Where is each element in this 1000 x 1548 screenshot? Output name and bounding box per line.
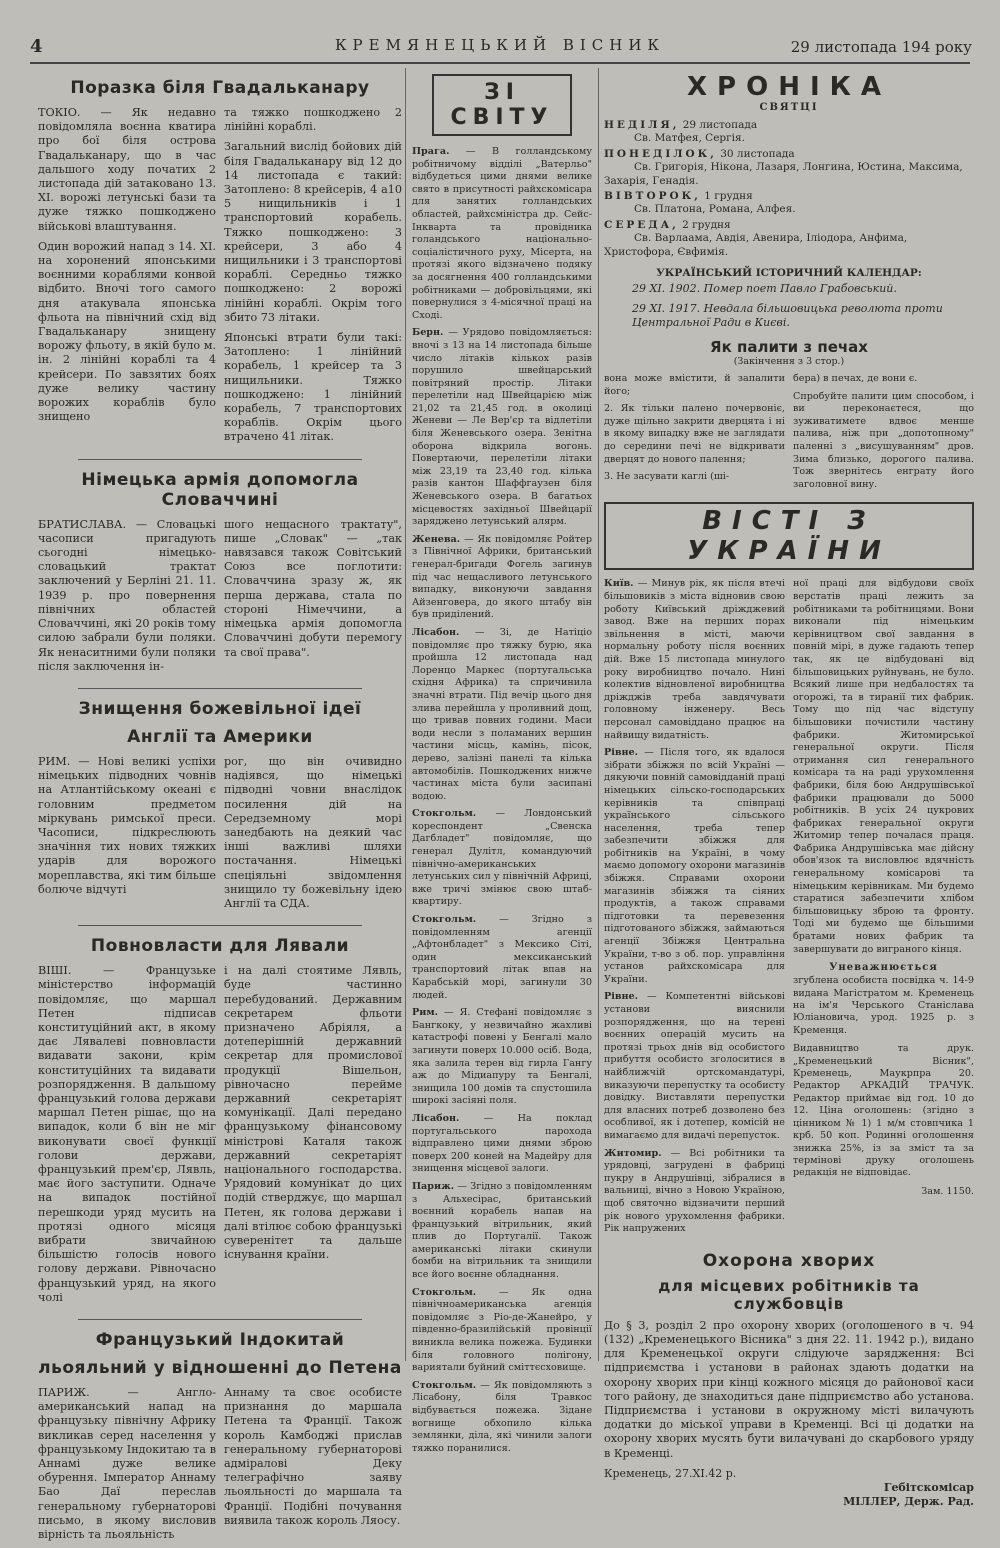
news-text: — Минув рік, як після втечі більшовиків з міста відновив свою роботу Київський дріжджевий завод. Вже на перших порах звільнення в місті, маючи нормальну роботу після воєнних дій. Вже 15 листопада минулого року виробництво почало. Нині колектив відновленої виробництва дріжджів треба завдячувати головному інженеру. Весь персонал самовіддано працює на найвищу видатність. <box>604 578 785 741</box>
article-body <box>38 1386 402 1548</box>
article-subtitle: льояльний у відношенні до Петена <box>38 1358 402 1379</box>
day-name: НЕДІЛЯ, <box>604 119 680 131</box>
news-item <box>412 1181 592 1282</box>
notice-title: Уневажнюється <box>829 962 938 974</box>
page-header <box>28 36 972 60</box>
day-name: ВІВТОРОК, <box>604 190 701 203</box>
news-location: Лісабон. <box>412 626 460 638</box>
saints-schedule <box>604 119 974 259</box>
paragraph: бера) в печах, де вони є. <box>793 373 918 385</box>
day-name: СЕРЕДА, <box>604 218 679 231</box>
article-title: Німецька армія допомогла Словаччині <box>81 469 359 510</box>
news-text: — Після того, як вдалося зібрати збіжжя по всій Україні — дякуючи повній самовідданій праці німецьких сільско-господарських керівників та співпраці українського сільського населення, треба тепер забезпечити збіжжя для робітників на Україні, в чому маємо допомогу охорони магазинів збіжжя. Справами охорони магазинів збіжжя та сіяних продуктів, а також справами підготовки та перевезення підготованого збіжжя, займаються агенції Збіжжя Центральна України, т-во з об. пор. управління установ райхскомісара для України. <box>604 747 785 985</box>
column-divider <box>405 68 406 1361</box>
paragraph: вона може вмістити, й запалити його; <box>604 373 785 397</box>
news-location: Стокгольм. <box>412 914 477 926</box>
news-location: Рівне. <box>604 747 638 759</box>
newspaper-name: КРЕМЯНЕЦЬКИЙ ВІСНИК <box>334 36 666 54</box>
article-subtitle: (Закінчення з 3 стор.) <box>733 356 845 368</box>
news-location: Париж. <box>412 1180 455 1192</box>
article-body <box>38 518 402 680</box>
news-text: — Як одна північноамериканська агенція повідомляє з Ріо-де-Жанейро, у південно-бразилійській провінції виникла велика пожежа. Будинки біля головного полігону, вариятали буйний сміттєсховище. <box>412 1286 592 1374</box>
place-date: Кременець, 27.XI.42 р. <box>604 1466 737 1480</box>
paragraph: рог, що він очивидно надіявся, що німецькі підводні човни внаслідок посилення дій на Середземному морі занедбають на деякий час інші важливі шляхи постачання. Німецькі спеціяльні звідомлення знищило ту божевільну ідею Англії та СДА. <box>224 754 402 910</box>
chronicle-subtitle: СВЯТЦІ <box>759 102 819 113</box>
section-title-box: ЗІ СВІТУ <box>432 74 572 136</box>
day-saints: Св. Григорія, Нікона, Лазаря, Лонгина, Юстина, Максима, Захарія, Генадія. <box>604 161 963 187</box>
news-item <box>604 578 785 742</box>
news-location: Берн. <box>412 327 444 339</box>
schedule-day <box>604 119 974 146</box>
paragraph: ТОКІО. — Як недавно повідомляла воєнна кватира про бої біля острова Гвадальканару, що в час дальшого ходу початих 2 листопада дій затаковано 13. XI. ворожі летунські бази та дуже тяжко пошкоджено військові влаштування. <box>38 106 216 233</box>
article-title: Знищення божевільної ідеї <box>78 698 362 719</box>
signer-name: МІЛЛЕР, Держ. Рад. <box>843 1494 974 1508</box>
right-column <box>604 68 974 1508</box>
article-title: Охорона хворих <box>702 1250 876 1271</box>
news-location: Рим. <box>412 1007 439 1019</box>
left-column <box>38 68 402 1542</box>
news-text: — На поклад португальського парохода відправлено цими днями зброю поверх 200 коней на Мадейру для знищення місцевої залоги. <box>412 1112 592 1175</box>
order-number: Зам. 1150. <box>921 1185 974 1197</box>
section-title-box: ВІСТІ З УКРАЇНИ <box>604 502 974 570</box>
article-body <box>38 964 402 1311</box>
divider <box>78 688 362 689</box>
article-title: Повновласти для Лявали <box>90 936 350 957</box>
news-item <box>412 1380 592 1456</box>
world-news-column <box>412 68 592 1454</box>
day-saints: Св. Платона, Романа, Алфея. <box>634 203 796 216</box>
paragraph: БРАТИСЛАВА. — Словацькі часописи пригадують сьогодні німецько-словацький трактат заключений у Берліні 21. 11. 1939 р. про повернення північних областей Словаччині, які 20 років тому силою забрали були поляки. Як ненаситними були поляки після заключення ін- <box>38 517 216 673</box>
news-item <box>412 146 592 322</box>
paragraph: 2. Як тільки палено почервоніє, дуже щільно закрити дверцята і ні в якому випадку вже не заглядати до середини печі не відкривати дверцят до нового палення; <box>604 403 785 465</box>
schedule-day <box>604 190 974 217</box>
news-location: Стокгольм. <box>412 1379 477 1391</box>
day-date: 1 грудня <box>704 190 753 203</box>
ukraine-news-list <box>604 578 785 1240</box>
day-name: ПОНЕДІЛОК, <box>604 147 717 160</box>
paragraph: Загальний вислід бойових дій біля Гвадальканару від 12 до 14 листопада є такий: Затоплено: 8 крейсерів, 4 а10 5 нищильників і 1 транспортовий корабель. Тяжко пошкоджено: 3 крейсери, 3 або 4 нищильники і 3 транспортові кораблі. Середньо тяжко пошкоджено: 2 ворожі лінійні кораблі. Окрім того збито 73 літаки. <box>224 140 402 324</box>
header-rule <box>30 62 970 64</box>
news-item <box>604 747 785 986</box>
article-title: Французький Індокитай <box>95 1330 345 1351</box>
article-body <box>38 755 402 917</box>
news-location: Рівне. <box>604 991 638 1003</box>
news-location: Лісабон. <box>412 1112 460 1124</box>
paragraph: До § 3, розділ 2 про охорону хворих (оголошеного в ч. 94 (132) „Кременецького Вісника" з дня 22. 11. 1942 р.), видано для Кременецької округи слідуюче зарядження: Всі підприємства і установи в районах здають додатки на охорону хворих при кінці кожного місяця до районової каси того району, де знаходиться дане підприємство або установа. Підприємства і установи в окружному місті вилачують додатки до міської управи в Кременці. Всі ці додатки на охорону хворих мусять бути вилачувані до скарбового уряду в Кременці. <box>604 1318 974 1460</box>
paragraph: ної праці для відбудови своїх верстатів праці лежить за робітниками та робітницями. Вони виконали під німецьким керівництвом свої завдання в повній мірі, в дуже гадають тепер так, як це відбудовані від більшовицьких руйнувань, не було. Всякий лише при недбалостях та огорожі, та в тиранії тих фабрик. Тому що під час відступу більшовики почистили частину фабрики. Житомирської генеральної округи. Після отримання сил генерального комісара та на раді урухомлення фабрики, біля бою Андрушівської фабрики працювали до 5000 робітників. В усіх 24 цукрових фабриках генеральної округи Житомир тепер почалася праця. Фабрика Андрушівська має дійсну обов'язок та висловлює вдячність генеральному комісарові та німецьким керівникам. Ми будемо старатися забезпечити хлібом більшовицьку зброю та фронту. Тоді ми будемо ще більшими братами нових фабрик та завершувати до виграного кінця. <box>793 578 974 955</box>
news-item <box>412 534 592 622</box>
news-item <box>412 808 592 909</box>
news-text: — Лондонський кореспондент „Свенска Дагбладет" повідомляє, що генерал Дулітл, командуючий північно-американських летунських сил у північній Африці, вже тричі змінює свою штаб-квартиру. <box>412 808 592 908</box>
news-item <box>412 1007 592 1108</box>
day-date: 2 грудня <box>682 218 731 231</box>
news-text: — Всі робітники та урядовці, загрудені в фабриці пукру в Андрушівці, зібралися в вальниці, вічно з Новою Україною, щоб святочно відзначити перший рік нового урухомлення фабрики. Рік напружених <box>604 1147 785 1235</box>
schedule-day <box>604 148 974 188</box>
article-body <box>604 373 974 496</box>
paragraph: Японські втрати були такі: Затоплено: 1 лінійний корабель, 1 крейсер та 3 нищильники. Тяжко пошкоджено: 1 лінійний корабель, 7 транспортових кораблів. Окрім цього втрачено 41 літак. <box>224 331 402 444</box>
news-location: Київ. <box>604 578 634 590</box>
paragraph: Один ворожий напад з 14. XI. на хоронений японськими воєнними кораблями конвой відбито. Вночі того самого дня атакувала японська фльота на північний схід від Гвадальканару знищену ворожу фльоту, в якій було м. ін. 2 лінійні кораблі та 4 крейсери. По завзятих боях дуже велику частину ворожих кораблів було знищено <box>38 239 216 424</box>
paragraph: 3. Не засувати каглі (ші- <box>604 471 730 483</box>
news-item <box>412 914 592 1002</box>
news-location: Стокгольм. <box>412 1286 477 1298</box>
article-subtitle: Англії та Америки <box>127 726 313 747</box>
chronicle-title: ХРОНІКА <box>686 72 891 102</box>
paragraph: шого нещасного трактату", пише „Словак" — „так навязався також Совітський Союз все поглотити: Словаччина зразу ж, як перша держава, стала по стороні Німеччини, а німецька армія допомогла Словаччині добути перемогу та свої права". <box>224 517 402 659</box>
column-divider <box>598 68 599 1361</box>
news-item <box>604 1148 785 1236</box>
paragraph: Спробуйте палити цим способом, і ви переконаєтеся, що зуживатимете вдвоє менше палива, ніж при „допотопному" паленні з „висушуванням" дров. Зима близько, дорогого палива. Тож звернітесь енграту його заголовної вину. <box>793 390 974 490</box>
news-location: Стокгольм. <box>412 808 477 820</box>
day-date: 30 листопада <box>720 147 795 160</box>
issue-date: 29 листопада 194 року <box>790 38 972 56</box>
news-item <box>412 1113 592 1176</box>
article-body <box>38 106 402 451</box>
paragraph: і на далі стоятиме Лявль, буде частинно перебудований. Державним секретарем фльоти призначено Абріяля, а дотеперішній державний секретар для промислової продукції Вішельон, рівночасно перейме державний секретаріят комунікації. Далі передано французькому фінансовому міністрові Каталя також державний секретаріят національного господарства. Урядовий комунікат до цих подій стверджує, що маршал Петен, як голова держави і далі втілює собою французькі суверенітет та дальше існування країни. <box>224 964 402 1262</box>
news-text: — В голландському робітничому відділі „Ватерльо" відбудеться цими днями велике свято в присутності райхскомісара для занятих голландських областей, райхсміністра др. Сейс-Інкварта та провідника голандського національно-соціалістичного руху, Місерта, на протязі якого відзначено подяку за досягнення 400 голландськими робітниками — добровільцями, які повернулися з 4-місячної праці на Сході. <box>412 146 592 321</box>
news-item <box>412 627 592 803</box>
signer-title: Гебітскомісар <box>883 1480 974 1494</box>
news-text: — Зі, де Натіціо повідомляє про тяжку бурю, яка пройшла 12 листопада над Лоренцо Маркес (португальська східня Африка) та спричинила значні втрати. Під вечір цього дня злива перейшла у проливний дощ, що тривав повних години. Маси води несли з поламаних вершин частини місць, камінь, пісок, дерево, залізні панелі та кілька автомобілів. Пошкоджених нижче частинах міста були засипані водою. <box>412 626 592 802</box>
notice-text: згублена особиста посвідка ч. 14-9 видана Магістратом м. Кременець на ім'я Черського Станіслава Юліановича, урод. 1925 р. з Кременця. <box>793 975 974 1036</box>
day-saints: Св. Матфея, Сергія. <box>634 132 745 145</box>
divider <box>78 1319 362 1320</box>
news-item <box>604 991 785 1142</box>
news-text: — Я. Стефані повідомляє з Бангкоку, у незвичайно жахливі катастрофі повені у Бенгалі мало загинути поверх 10.000 осіб. Вода, яка залила терен від гирла Гангу аж до Мідиапуру та Бенгалі, знищила 100 домів та спустошила широкі засіяні поля. <box>412 1007 592 1107</box>
news-text: — Згідно з повідомленням агенції „Афтонбладет" з Мексико Сіті, один мексиканський транспортовий літак впав на Карабській морі, загинули 30 людей. <box>412 914 592 1001</box>
calendar-entry: 29 XI. 1902. Помер поет Павло Грабовський. <box>632 282 897 296</box>
page-number: 4 <box>30 36 43 57</box>
signature-block <box>604 1467 974 1509</box>
divider <box>78 925 362 926</box>
news-text: — Згідно з повідомленням з Альхесірас, британський воєнний корабель напав на французький вітрильник, який плив до Португалії. Також американські літаки скинули бомби на вітрильник та знищили все його воєнне обладнання. <box>412 1180 592 1281</box>
divider <box>78 459 362 460</box>
day-saints: Св. Варлаама, Авдія, Авенира, Іліодора, Анфима, Христофора, Євфимія. <box>604 232 908 258</box>
news-item <box>412 327 592 529</box>
world-news-list <box>412 146 592 1455</box>
paragraph: та тяжко пошкоджено 2 лінійні кораблі. <box>224 106 402 134</box>
news-text: — Як повідомляють з Лісабону, біля Травкос відбувається пожежа. Зідане вогнище обхопило кілька землянки, діла, які чинили залоги тяжко поранилися. <box>412 1379 592 1454</box>
news-text: — Компетентні військові установи вияснили розпорядження, що на терені воєнних операцій мусить на протязі трьох днів від особистого прибуття особисто зголоситися в найближчій ортскомандатурі, виказуючи перепустку та особисту довідку. Виставляти перепустки для власних потреб дозволено без особливої, як і дотепер, комісій не вимагаємо для видачі перепусток. <box>604 991 785 1141</box>
calendar-title: УКРАЇНСЬКИЙ ІСТОРИЧНИЙ КАЛЕНДАР: <box>656 267 922 280</box>
paragraph: ПАРИЖ. — Англо-американський напад на французьку північну Африку викликав серед населення у французькому Індокитаю та в Аннамі дуже велике обурення. Імператор Аннаму Бао Даї переслав генеральному губернаторові письмо, в якому висловив вірність та льояльність <box>38 1386 216 1542</box>
news-location: Житомир. <box>604 1147 662 1159</box>
day-date: 29 листопада <box>682 119 758 131</box>
paragraph: Аннаму та своє особисте признання до маршала Петена та Франції. Також король Камбоджі прислав генеральному губернаторові адміралові Деку телеграфічно заяву льояльності до маршала та Франції. Подібні почування виявила також король Ляосу. <box>224 1386 402 1527</box>
news-text: — Як повідомляє Ройтер з Північної Африки, британський генерал-бригади Фогель загинув під час нещасливого летунського випадку, виконуючи завдання Айзенговера, до якого штабу він був приділений. <box>412 533 592 621</box>
article-title: Поразка біля Гвадальканару <box>70 78 370 98</box>
imprint-text: Видавництво та друк. „Кременецький Вісник", Кременець, Маукрпра 20. Редактор АРКАДІЙ ТРАЧУК. Редактор приймає від год. 10 до 12. Ціна оголошень: (згідно з цінником № 1) 1 м/м стовпчика 1 крб. 50 коп. Родинні оголошення знижка 25%, із за зміст та за термінові друку оголошень редакція не відповідає. <box>793 1043 974 1179</box>
paragraph: ВІШІ. — Французьке міністерство інформацій повідомляє, що маршал Петен підписав конституційний акт, в якому дає Лявалеві повновласти видавати закони, крім конституційних та видавати розпорядження. В дальшому французький голова держави маршал Петен рішає, що на випадок, коли б він не міг виконувати своєї функції голови держави, французький прем'єр, Лявль, має його заступити. Одначе на випадок постійної перешкоди уряд мусить на протязі одного місяця вибрати звичайною більшістю голосів нового голову держави. Рівночасно французький уряд, на якого чолі <box>38 964 216 1304</box>
news-text: — Урядово повідомляється: вночі з 13 на 14 листопада більше число літаків кількох разів порушило швейцарський повітряний простір. Літаки перелетіли над Швейцарією між 21,02 та 21,45 год. в околиці Женеви — Ле Вер'єр та відлетіли біля Женевського озера. Зенітна оборона відкрила вогонь. Повертаючи, перелетіли літаки між 23,19 та 23,40 год. кілька разів кантон Шаффгаузен біля Женевського озера. В багатьох місцевостях західньої Швейцарії зарядженo летунський алярм. <box>412 327 592 528</box>
news-location: Женева. <box>412 533 461 545</box>
news-location: Прага. <box>412 146 450 157</box>
article-subtitle: для місцевих робітників та службовців <box>658 1276 920 1313</box>
news-item <box>412 1287 592 1375</box>
paragraph: РИМ. — Нові великі успіхи німецьких підводних човнів на Атлантійському океані є головним предметом міркувань римської преси. Часописи, підкреслюють значіння тих нових тяжких ударів для ворожого мореплавства, які тим більше болюче відчуті <box>38 754 216 896</box>
ukraine-news <box>604 578 974 1240</box>
schedule-day <box>604 219 974 259</box>
article-title: Як палити з печах <box>710 338 868 357</box>
calendar-entry: 29 XI. 1917. Невдала більшовицька революта проти Центральної Ради в Києві. <box>632 302 943 330</box>
